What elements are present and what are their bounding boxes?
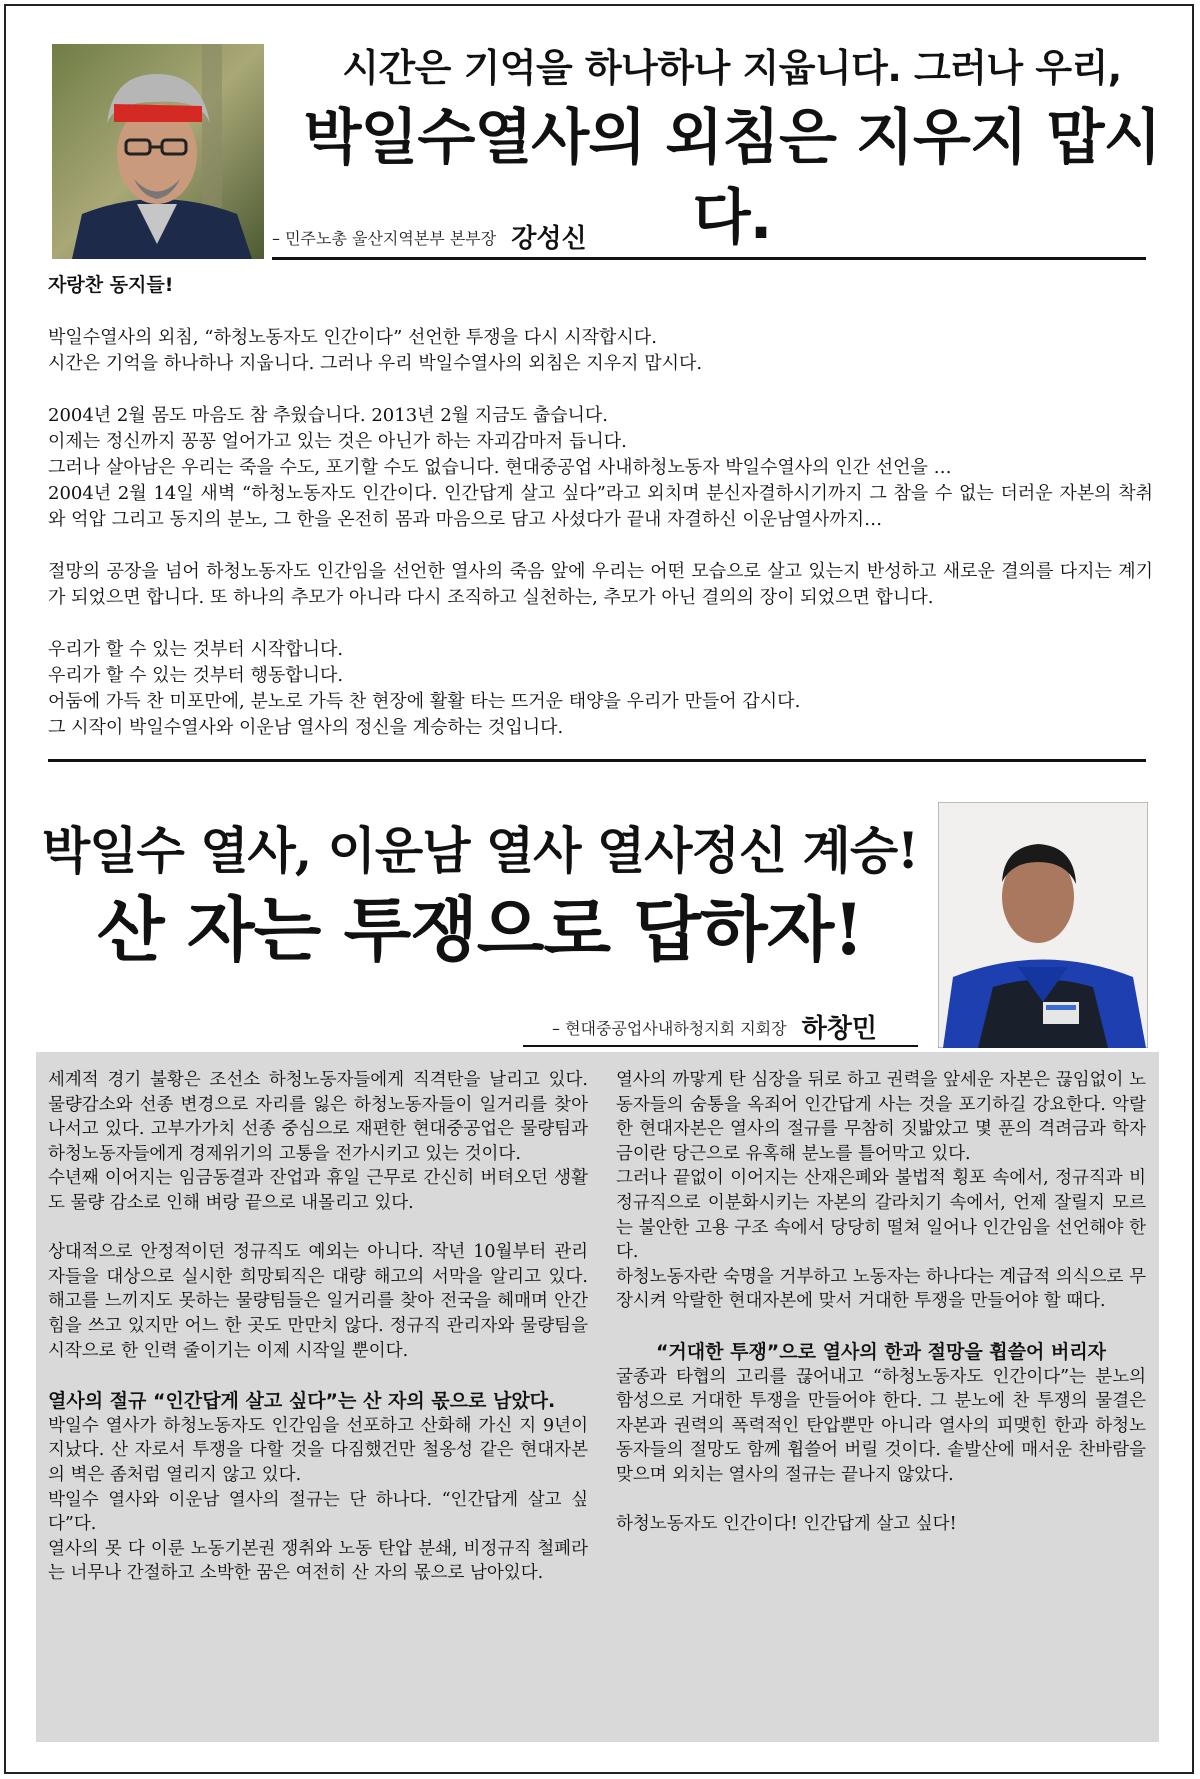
right-paragraph-1c: 하청노동자란 숙명을 거부하고 노동자는 하나다는 계급적 의식으로 무장시켜 악랄한 현대자본에 맞서 거대한 투쟁을 만들어야 할 때다. [616,1266,1146,1312]
paragraph-4: 우리가 할 수 있는 것부터 시작합니다. 우리가 할 수 있는 것부터 행동합니다. 어둠에 가득 찬 미포만에, 분노로 가득 찬 현장에 활활 타는 뜨거운 태양을 우리가 만들어 갑시다. 그 시작이 박일수열사와 이운남 열사의 정신을 계승하는 것입니다. [48,639,801,738]
left-paragraph-1: 세계적 경기 불황은 조선소 하청노동자들에게 직격탄을 날리고 있다. 물량감소와 선종 변경으로 자리를 잃은 하청노동자들이 일거리를 찾아 나서고 있다. 고부가가치 선종 중심으로 재편한 현대중공업은 물량팀과 하청노동자들에게 경제위기의 고통을 전가시키고 있는 것이다. [48,1070,588,1164]
bottom-byline [552,1008,877,1045]
left-paragraph-2: 상대적으로 안정적이던 정규직도 예외는 아니다. 작년 10월부터 관리자들을 대상으로 실시한 희망퇴직은 대량 해고의 서막을 알리고 있다. 해고를 느끼지도 못하는 물량팀들은 일거리를 찾아 전국을 헤매며 안간힘을 쓰고 있지만 어느 한 곳도 만만치 않다. 정규직 관리자와 물량팀을 시작으로 한 인력 줄이기는 이제 시작일 뿐이다. [48,1242,588,1361]
left-paragraph-3: 박일수 열사가 하청노동자도 인간임을 선포하고 산화해 가신 지 9년이 지났다. 산 자로서 투쟁을 다할 것을 다짐했건만 철옹성 같은 현대자본의 벽은 좀처럼 열리지 않고 있다. [48,1415,588,1485]
right-paragraph-1b: 그러나 끝없이 이어지는 산재은폐와 불법적 횡포 속에서, 정규직과 비정규직으로 이분화시키는 자본의 갈라치기 속에서, 언제 잘릴지 모르는 불안한 고용 구조 속에서 당당히 떨쳐 일어나 인간임을 선언해야 한다. [616,1168,1146,1263]
top-divider [272,257,1146,260]
section-divider [48,759,1146,762]
right-paragraph-1: 열사의 까맣게 탄 심장을 뒤로 하고 권력을 앞세운 자본은 끊임없이 노동자들의 숨통을 옥죄어 인간답게 사는 것을 포기하길 강요한다. 악랄한 현대자본은 열사의 절규를 무참히 짓밟았고 몇 푼의 격려금과 학자금이란 당근으로 유혹해 분노를 틀어막고 있다. [616,1070,1146,1164]
bottom-headline [40,818,920,974]
bottom-byline-title: – 현대중공업사내하청지회 지회장 [552,1019,787,1038]
left-paragraph-1b: 수년째 이어지는 임금동결과 잔업과 휴일 근무로 간신히 버텨오던 생활도 물량 감소로 인해 벼랑 끝으로 내몰리고 있다. [48,1168,588,1213]
article-column-right [616,1068,1146,1561]
bottom-headline-line2: 산 자는 투쟁으로 답하자! [96,888,864,971]
paragraph-3: 절망의 공장을 넘어 하청노동자도 인간임을 선언한 열사의 죽음 앞에 우리는 어떤 모습으로 살고 있는지 반성하고 새로운 결의를 다지는 계기가 되었으면 합니다. 또 하나의 추모가 아니라 다시 조직하고 실천하는, 추모가 아닌 결의의 장이 되었으면 합니다. [48,561,1153,608]
top-byline-title: – 민주노총 울산지역본부 본부장 [272,229,497,248]
top-article-body [48,272,1153,767]
left-paragraph-3b: 박일수 열사와 이운남 열사의 절규는 단 하나다. “인간답게 살고 싶다”다. [48,1489,588,1535]
bottom-headline-line1: 박일수 열사, 이운남 열사 열사정신 계승! [41,821,919,880]
top-headline-line1: 시간은 기억을 하나하나 지웁니다. 그러나 우리, [342,46,1122,90]
portrait-photo-top [52,44,264,259]
paragraph-1: 박일수열사의 외침, “하청노동자도 인간이다” 선언한 투쟁을 다시 시작합시다. 시간은 기억을 하나하나 지웁니다. 그러나 우리 박일수열사의 외침은 지우지 맙시다. [48,327,703,374]
top-byline [272,218,587,255]
portrait-photo-bottom [938,802,1148,1048]
right-paragraph-2: 굴종과 타협의 고리를 끊어내고 “하청노동자도 인간이다”는 분노의 함성으로 거대한 투쟁을 만들어야 한다. 그 분노에 찬 투쟁의 물결은 자본과 권력의 폭력적인 탄압뿐만 아니라 열사의 피맺힌 한과 하청노동자들의 절망도 함께 휩쓸어 버릴 것이다. 솥발산에 매서운 찬바람을 맞으며 외치는 열사의 절규는 끝나지 않았다. [616,1366,1146,1485]
top-headline-line2: 박일수열사의 외침은 지우지 맙시다. [303,103,1161,253]
paragraph-2: 2004년 2월 몸도 마음도 참 추웠습니다. 2013년 2월 지금도 춥습니다. 이제는 정신까지 꽁꽁 얼어가고 있는 것은 아닌가 하는 자괴감마저 듭니다. 그러나 살아남은 우리는 죽을 수도, 포기할 수도 없습니다. 현대중공업 사내하청노동자 박일수열사의 인간 선언을 … 2004년 2월 14일 새벽 “하청노동자도 인간이다. 인간답게 살고 싶다”라고 외치며 분신자결하시기까지 그 참을 수 없는 더러운 자본의 착취와 억압 그리고 동지의 분노, 그 한을 온전히 몸과 마음으로 담고 사셨다가 끝내 자결하신 이운남열사까지… [48,405,1153,530]
greeting: 자랑찬 동지들! [48,274,174,296]
right-subheading: “거대한 투쟁”으로 열사의 한과 절망을 휩쓸어 버리자 [655,1340,1107,1363]
bottom-byline-name: 하창민 [801,1014,878,1044]
left-paragraph-3c: 열사의 못 다 이룬 노동기본권 쟁취와 노동 탄압 분쇄, 비정규직 철폐라는 너무나 간절하고 소박한 꿈은 여전히 산 자의 몫으로 남아있다. [48,1538,588,1584]
closing-slogan: 하청노동자도 인간이다! 인간답게 살고 싶다! [616,1514,957,1535]
left-subheading: 열사의 절규 “인간답게 살고 싶다”는 산 자의 몫으로 남았다. [48,1389,556,1412]
article-column-left [48,1068,588,1586]
top-byline-name: 강성신 [511,224,587,254]
bottom-byline-rule [523,1045,918,1047]
